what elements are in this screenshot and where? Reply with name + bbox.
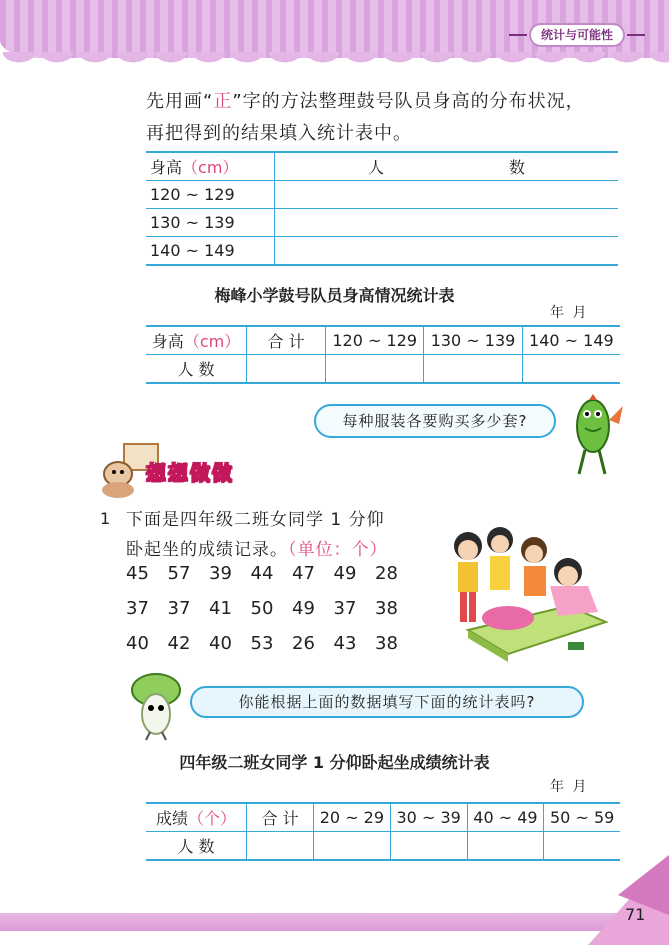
cartoon-pepper-illustration <box>565 392 627 480</box>
score-row: 37 37 41 50 49 37 38 <box>126 598 398 619</box>
stat2-row-label: 人 数 <box>146 832 247 861</box>
stat2-cell[interactable] <box>390 832 467 861</box>
section-tag: 统计与可能性 <box>531 25 623 45</box>
stat1-cell[interactable] <box>247 355 326 384</box>
stat2-head-range: 40 ~ 49 <box>467 803 544 832</box>
score-records <box>126 560 417 665</box>
question-unit: （单位：个） <box>288 540 388 560</box>
stat1-head-total: 合 计 <box>247 326 326 355</box>
stat1-row-label: 人 数 <box>146 355 247 384</box>
tally-header-height: 身高（cm） <box>146 152 275 181</box>
page-number: 71 <box>625 905 646 924</box>
intro-text: ”字的方法整理鼓号队员身高的分布状况， <box>232 91 585 112</box>
footer-band <box>0 913 669 931</box>
score-row: 40 42 40 53 26 43 38 <box>126 633 398 654</box>
stat-table1-year-month: 年 月 <box>550 305 589 321</box>
stat1-cell[interactable] <box>424 355 522 384</box>
score-row: 45 57 39 44 47 49 28 <box>126 563 398 584</box>
stat2-head-total: 合 计 <box>247 803 314 832</box>
page-corner-decoration <box>588 855 669 945</box>
speech-bubble-fill-table: 你能根据上面的数据填写下面的统计表吗? <box>190 686 584 718</box>
stat1-cell[interactable] <box>522 355 620 384</box>
intro-highlight: 正 <box>213 91 233 112</box>
stat-table2-title: 四年级二班女同学 1 分仰卧起坐成绩统计表 <box>179 753 490 772</box>
question-number: 1 <box>100 509 111 528</box>
stat1-head-range: 140 ~ 149 <box>522 326 620 355</box>
intro-paragraph <box>146 86 626 150</box>
stat2-head-range: 30 ~ 39 <box>390 803 467 832</box>
stat2-head-range: 50 ~ 59 <box>544 803 620 832</box>
stat2-head-range: 20 ~ 29 <box>314 803 391 832</box>
stat2-cell[interactable] <box>467 832 544 861</box>
tally-cell[interactable] <box>275 209 619 237</box>
tally-cell[interactable] <box>275 181 619 209</box>
tally-row-label: 130 ~ 139 <box>146 209 275 237</box>
stat2-head-score: 成绩（个） <box>146 803 247 832</box>
intro-text: 再把得到的结果填入统计表中。 <box>146 123 412 144</box>
tally-cell[interactable] <box>275 237 619 266</box>
stat1-head-range: 130 ~ 139 <box>424 326 522 355</box>
tally-row-label: 140 ~ 149 <box>146 237 275 266</box>
stat-table2-year-month: 年 月 <box>550 779 589 795</box>
stat1-cell[interactable] <box>326 355 424 384</box>
stat2-cell[interactable] <box>314 832 391 861</box>
stat2-cell[interactable] <box>247 832 314 861</box>
tally-row-label: 120 ~ 129 <box>146 181 275 209</box>
stat1-head-range: 120 ~ 129 <box>326 326 424 355</box>
thinking-heading: 想想做做 <box>146 461 234 485</box>
girls-situps-illustration <box>438 520 608 666</box>
stat-table2 <box>146 802 620 861</box>
cabbage-character-illustration <box>126 672 188 742</box>
stat-table1-title: 梅峰小学鼓号队员身高情况统计表 <box>214 286 455 305</box>
stat1-head-height: 身高（cm） <box>146 326 247 355</box>
intro-text: 先用画“ <box>146 91 214 112</box>
question-text: 下面是四年级二班女同学 1 分仰 卧起坐的成绩记录。（单位：个） <box>126 510 388 560</box>
tally-table <box>146 151 618 266</box>
stat-table1 <box>146 325 620 384</box>
tally-header-count: 人 数 <box>275 152 619 181</box>
speech-bubble-costumes: 每种服装各要购买多少套? <box>314 404 556 438</box>
